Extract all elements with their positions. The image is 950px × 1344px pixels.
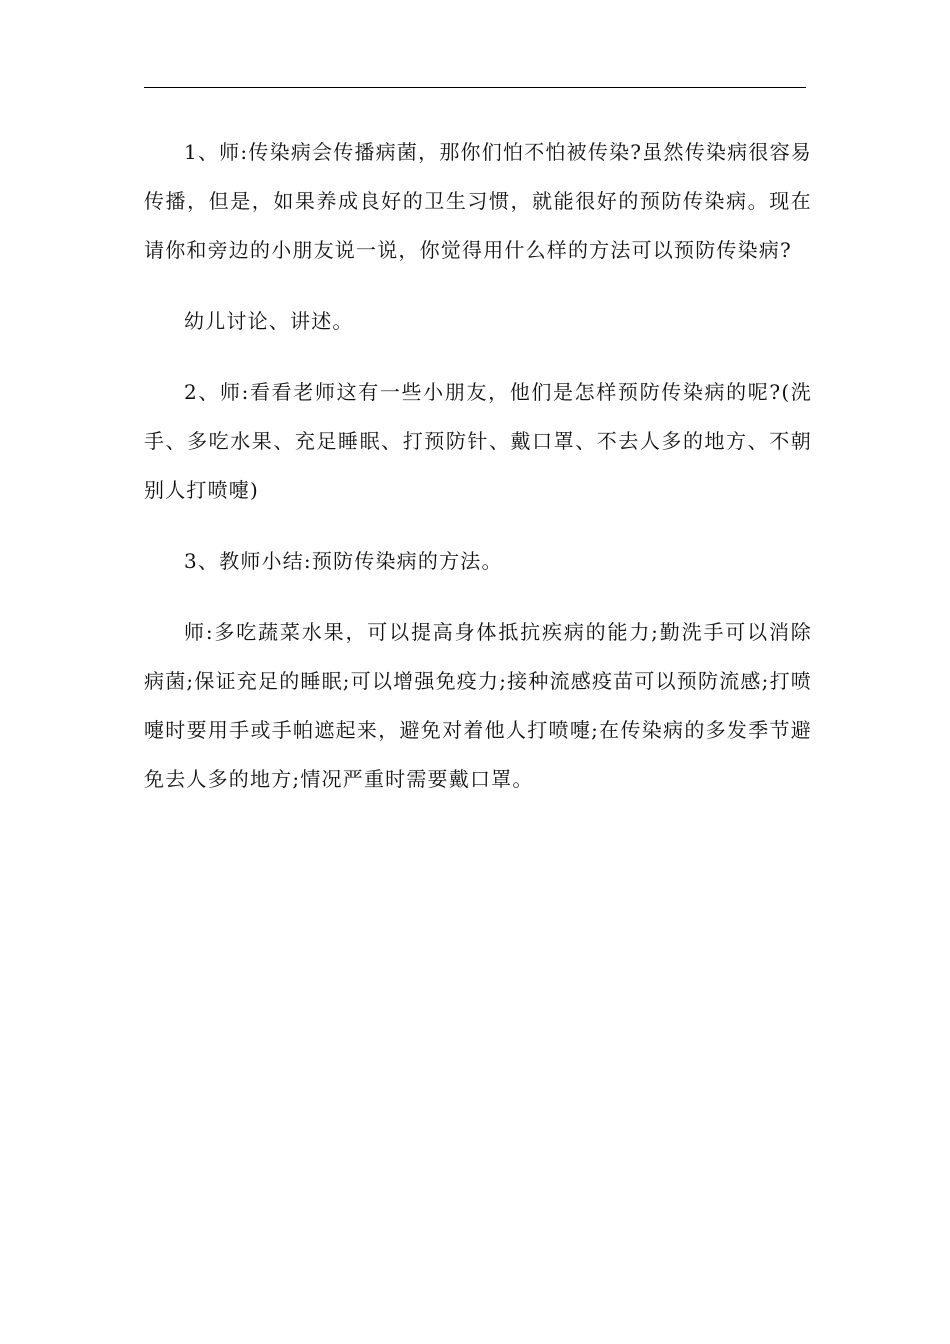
paragraph-4: 3、教师小结:预防传染病的方法。 bbox=[184, 549, 503, 573]
document-body bbox=[144, 128, 812, 804]
paragraph-2: 幼儿讨论、讲述。 bbox=[184, 309, 354, 333]
paragraph-3: 2、师:看看老师这有一些小朋友，他们是怎样预防传染病的呢?(洗手、多吃水果、充足睡眠、打预防针、戴口罩、不去人多的地方、不朝别人打喷嚏) bbox=[144, 380, 812, 502]
paragraph-1: 1、师:传染病会传播病菌，那你们怕不怕被传染?虽然传染病很容易传播，但是，如果养成良好的卫生习惯，就能很好的预防传染病。现在请你和旁边的小朋友说一说，你觉得用什么样的方法可以预防传染病? bbox=[144, 140, 812, 262]
header-rule bbox=[144, 87, 806, 88]
paragraph-5: 师:多吃蔬菜水果，可以提高身体抵抗疾病的能力;勤洗手可以消除病菌;保证充足的睡眠;可以增强免疫力;接种流感疫苗可以预防流感;打喷嚏时要用手或手帕遮起来，避免对着他人打喷嚏;在传染病的多发季节避免去人多的地方;情况严重时需要戴口罩。 bbox=[144, 620, 812, 791]
